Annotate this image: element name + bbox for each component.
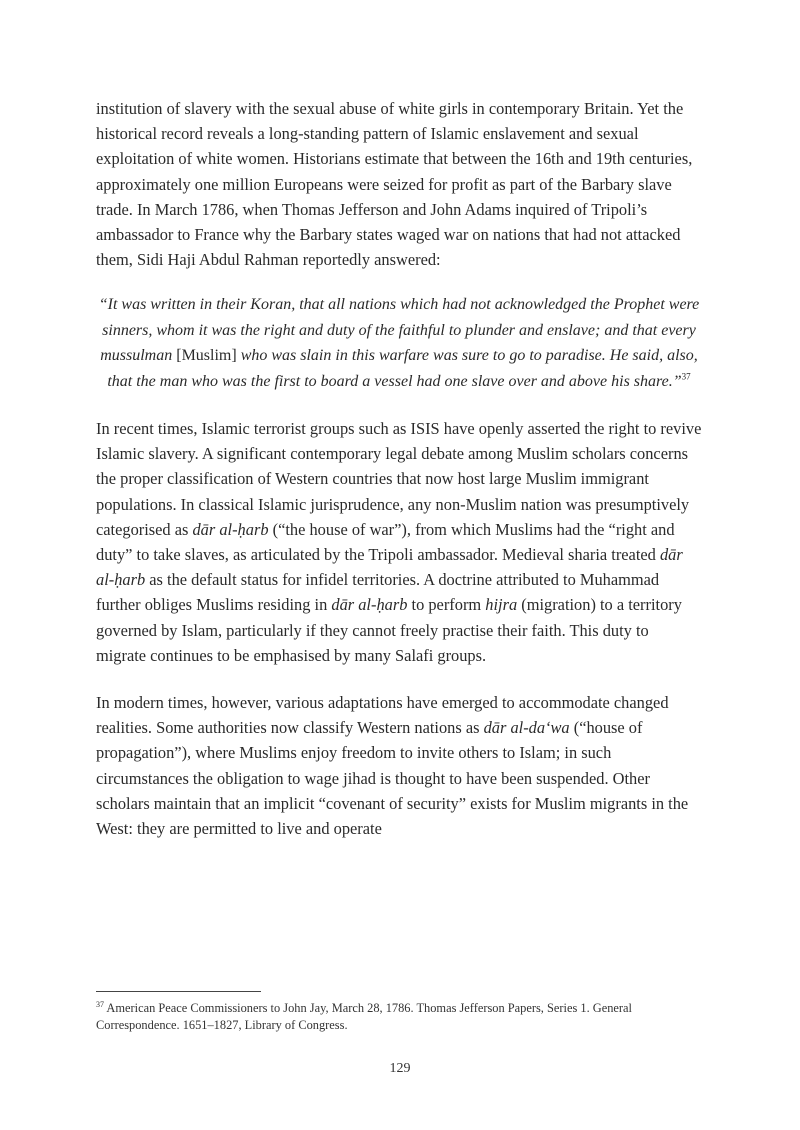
body-paragraph-3 bbox=[96, 690, 702, 841]
paragraph-2-text-d: to perform bbox=[407, 595, 486, 615]
body-paragraph-1: institution of slavery with the sexual abuse of white girls in contemporary Britain. Yet the historical record reveals a long-standing pattern of Islamic enslavement and sexual exploitation of white women. Historians estimate that between the 16th and 19th centuries, approximately one million Europeans were seized for profit as part of the Barbary slave trade. In March 1786, when Thomas Jefferson and John Adams inquired of Tripoli’s ambassador to France why the Barbary states waged war on nations that had not attacked them, Sidi Haji Abdul Rahman reportedly answered: bbox=[96, 99, 693, 270]
paragraph-3-text-b: (“house of propagation”), where Muslims enjoy freedom to invite others to Islam; in such circumstances the obligation to wage jihad is thought to have been suspended. Other scholars maintain that an implicit “covenant of security” exists for Muslim migrants in the West: they are permitted to live and operate bbox=[96, 718, 689, 839]
paragraph-2-text-b: (“the house of war”), from which Muslims had the “right and duty” to take slaves, as articulated by the Tripoli ambassador. Medieval sharia treated bbox=[96, 519, 675, 565]
footnote-number: 37 bbox=[96, 999, 104, 1009]
block-quote bbox=[96, 292, 702, 394]
paragraph-3-text-a: In modern times, however, various adaptations have emerged to accommodate changed realities. Some authorities now classify Western nations as bbox=[96, 693, 669, 738]
footnote bbox=[96, 1000, 702, 1034]
paragraph-2-text-a: In recent times, Islamic terrorist groups such as ISIS have openly asserted the right to revive Islamic slavery. A significant contemporary legal debate among Muslim scholars concerns the proper classification of Western countries that now host large Muslim immigrant populations. In classical Islamic jurisprudence, any non-Muslim nation was presumptively categorised as bbox=[96, 419, 702, 539]
term-dar-al-harb-1: dār al-ḥarb bbox=[192, 519, 269, 539]
footnote-text: American Peace Commissioners to John Jay, March 28, 1786. Thomas Jefferson Papers, Series 1. General Correspondence. 1651–1827, Library of Congress. bbox=[96, 1001, 632, 1032]
term-hijra: hijra bbox=[485, 595, 518, 615]
quote-bracket-insert: [Muslim] bbox=[176, 347, 237, 365]
paragraph-2-text-c: as the default status for infidel territories. A doctrine attributed to Muhammad further obliges Muslims residing in bbox=[96, 570, 660, 615]
body-paragraph-2 bbox=[96, 416, 702, 668]
page-body bbox=[96, 96, 702, 841]
footnote-divider bbox=[96, 991, 261, 992]
quote-text-part-2: who was slain in this warfare was sure to go to paradise. He said, also, that the man who was the first to board a vessel had one slave over and above his share.” bbox=[107, 347, 698, 390]
term-dar-al-harb-3: dār al-ḥarb bbox=[331, 595, 408, 615]
term-dar-al-dawa: dār al-da‘wa bbox=[483, 718, 570, 738]
quote-text-part-1: “It was written in their Koran, that all nations which had not acknowledged the Prophet were sinners, whom it was the right and duty of the faithful to plunder and enslave; and that every mussulman bbox=[98, 296, 700, 365]
paragraph-2-text-e: (migration) to a territory governed by Islam, particularly if they cannot freely practise their faith. This duty to migrate continues to be emphasised by many Salafi groups. bbox=[96, 595, 682, 665]
footnote-reference[interactable]: 37 bbox=[681, 371, 691, 382]
term-dar-al-harb-2: dār al-ḥarb bbox=[96, 545, 683, 590]
page-number: 129 bbox=[389, 1061, 411, 1076]
